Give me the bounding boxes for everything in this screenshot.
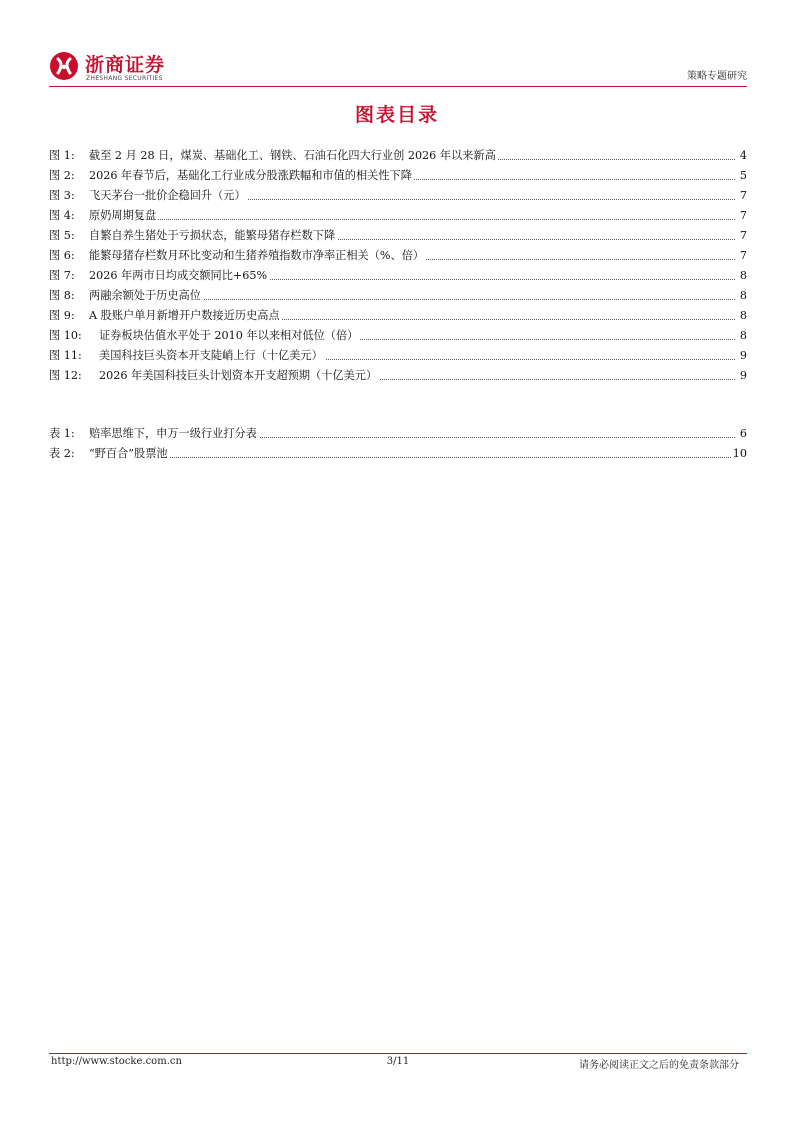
entry-label: 表 1: xyxy=(49,427,75,440)
entry-title[interactable]: 证券板块估值水平处于 2010 年以来相对低位（倍） xyxy=(99,326,360,346)
entry-page-number[interactable]: 7 xyxy=(738,226,747,246)
entry-label: 图 9: xyxy=(49,309,75,322)
entry-title[interactable]: 能繁母猪存栏数月环比变动和生猪养殖指数市净率正相关（%、倍） xyxy=(89,246,426,266)
entry-title[interactable]: 截至 2 月 28 日，煤炭、基础化工、钢铁、石油石化四大行业创 2026 年以来新高 xyxy=(89,146,498,166)
figure-entry[interactable] xyxy=(49,366,747,386)
figure-entry[interactable] xyxy=(49,186,747,206)
entry-page-number[interactable]: 8 xyxy=(738,326,747,346)
report-type: 策略专题研究 xyxy=(687,71,747,82)
entry-label: 图 7: xyxy=(49,269,75,282)
entry-page-number[interactable]: 7 xyxy=(738,246,747,266)
figure-entry[interactable] xyxy=(49,286,747,306)
entry-page-number[interactable]: 6 xyxy=(738,424,747,444)
page-title: 图表目录 xyxy=(354,104,439,126)
figure-entry[interactable] xyxy=(49,246,747,266)
logo-text: 浙商证券 xyxy=(85,54,166,76)
entry-title[interactable]: A 股账户单月新增开户数接近历史高点 xyxy=(89,306,282,326)
entry-label: 图 10: xyxy=(49,329,82,342)
entry-title[interactable]: 2026 年美国科技巨头计划资本开支超预期（十亿美元） xyxy=(99,366,379,386)
entry-label: 图 4: xyxy=(49,209,75,222)
page-header xyxy=(49,47,747,85)
entry-label: 图 1: xyxy=(49,149,75,162)
entry-title[interactable]: 美国科技巨头资本开支陡峭上行（十亿美元） xyxy=(99,346,325,366)
entry-page-number[interactable]: 7 xyxy=(738,206,747,226)
table-list xyxy=(49,424,747,464)
entry-label: 图 2: xyxy=(49,169,75,182)
entry-page-number[interactable]: 9 xyxy=(738,366,747,386)
figure-entry[interactable] xyxy=(49,166,747,186)
dot-leader xyxy=(89,457,735,458)
footer-divider xyxy=(49,1053,747,1054)
entry-title[interactable]: 2026 年春节后，基础化工行业成分股涨跌幅和市值的相关性下降 xyxy=(89,166,414,186)
entry-label: 图 8: xyxy=(49,289,75,302)
entry-label: 图 5: xyxy=(49,229,75,242)
entry-page-number[interactable]: 9 xyxy=(738,346,747,366)
entry-title[interactable]: 两融余额处于历史高位 xyxy=(89,286,203,306)
disclaimer-text: 请务必阅读正文之后的免责条款部分 xyxy=(579,1060,739,1071)
entry-label: 图 3: xyxy=(49,189,75,202)
entry-page-number[interactable]: 10 xyxy=(731,444,747,464)
entry-title[interactable]: 2026 年两市日均成交额同比+65% xyxy=(89,266,269,286)
entry-title[interactable]: 赔率思维下，申万一级行业打分表 xyxy=(89,424,259,444)
entry-page-number[interactable]: 4 xyxy=(738,146,747,166)
entry-title[interactable]: “野百合”股票池 xyxy=(89,444,170,464)
entry-title[interactable]: 飞天茅台一批价企稳回升（元） xyxy=(89,186,248,206)
figure-entry[interactable] xyxy=(49,266,747,286)
entry-page-number[interactable]: 8 xyxy=(738,286,747,306)
dot-leader xyxy=(89,219,735,220)
entry-label: 图 11: xyxy=(49,349,82,362)
figure-entry[interactable] xyxy=(49,206,747,226)
entry-label: 图 12: xyxy=(49,369,82,382)
company-logo xyxy=(49,47,209,85)
entry-title[interactable]: 原奶周期复盘 xyxy=(89,206,158,226)
figure-entry[interactable] xyxy=(49,146,747,166)
figure-entry[interactable] xyxy=(49,306,747,326)
entry-page-number[interactable]: 8 xyxy=(738,266,747,286)
logo-icon xyxy=(49,51,79,81)
figure-entry[interactable] xyxy=(49,346,747,366)
figure-list xyxy=(49,146,747,386)
figure-entry[interactable] xyxy=(49,326,747,346)
entry-title[interactable]: 自繁自养生猪处于亏损状态，能繁母猪存栏数下降 xyxy=(89,226,337,246)
header-divider xyxy=(49,86,747,87)
entry-page-number[interactable]: 7 xyxy=(738,186,747,206)
page-number: 3/11 xyxy=(386,1056,410,1067)
entry-page-number[interactable]: 8 xyxy=(738,306,747,326)
figure-entry[interactable] xyxy=(49,226,747,246)
entry-label: 图 6: xyxy=(49,249,75,262)
table-entry[interactable] xyxy=(49,424,747,444)
entry-label: 表 2: xyxy=(49,447,75,460)
website-link[interactable]: http://www.stocke.com.cn xyxy=(51,1056,182,1067)
logo-subtext: ZHESHANG SECURITIES xyxy=(86,75,163,82)
entry-page-number[interactable]: 5 xyxy=(738,166,747,186)
table-entry[interactable] xyxy=(49,444,747,464)
